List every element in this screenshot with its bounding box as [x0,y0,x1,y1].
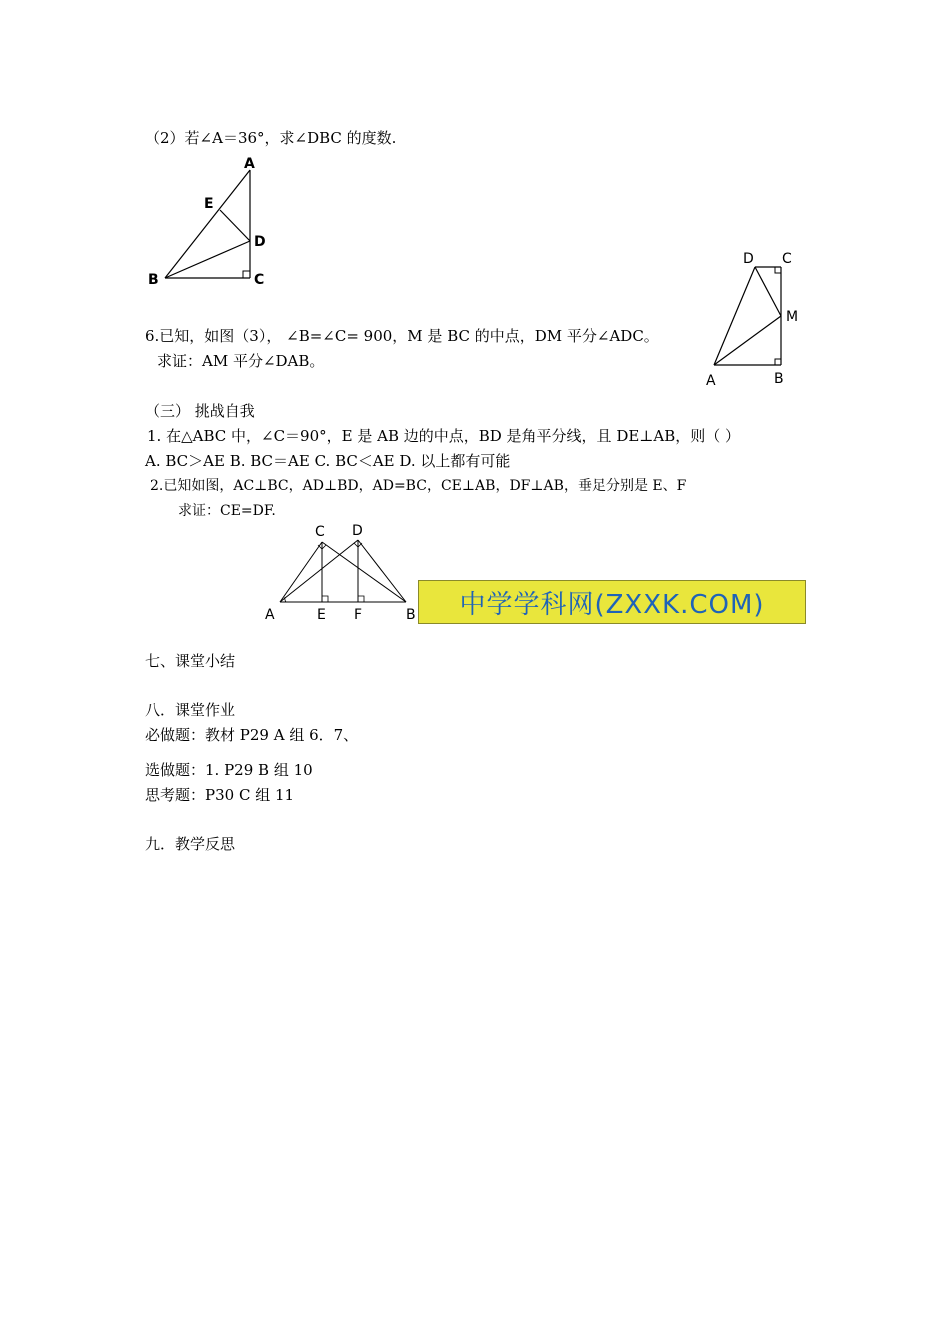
label-B: B [774,371,784,387]
question-2-text: （2）若∠A＝36°，求∠DBC 的度数. [145,129,397,147]
homework-required: 必做题：教材 P29 A 组 6．7、 [145,726,359,744]
label-D: D [743,251,754,267]
figure-two-triangles [258,520,428,625]
label-A: A [265,607,275,623]
label-B: B [406,607,416,623]
question-6-line1: 6.已知，如图（3）， ∠B=∠C= 900，M 是 BC 的中点，DM 平分∠ADC。 [145,327,659,345]
label-D: D [254,234,266,250]
label-B: B [148,272,159,288]
label-C: C [315,524,325,540]
label-E: E [317,607,326,623]
challenge-q2-line2: 求证：CE=DF. [178,503,276,519]
label-C: C [254,272,265,288]
label-F: F [354,607,363,623]
challenge-q1-options: A. BC＞AE B. BC＝AE C. BC＜AE D. 以上都有可能 [145,452,511,470]
section7-heading: 七、课堂小结 [145,652,236,670]
homework-thinking: 思考题：P30 C 组 11 [145,786,295,804]
label-C: C [782,251,792,267]
label-A: A [706,373,716,389]
challenge-q1: 1. 在△ABC 中，∠C＝90°，E 是 AB 边的中点，BD 是角平分线，且 DE⊥AB，则（ ） [147,427,741,445]
label-A: A [244,156,255,172]
figure-triangle-abc [140,150,280,290]
homework-optional: 选做题：1. P29 B 组 10 [145,761,313,779]
figure-trapezoid-abcd [700,245,810,390]
label-D: D [352,523,363,539]
label-M: M [786,309,799,325]
challenge-heading: （三） 挑战自我 [145,402,255,420]
question-6-line2: 求证：AM 平分∠DAB。 [157,352,325,370]
challenge-q2-line1: 2.已知如图，AC⊥BC，AD⊥BD，AD=BC，CE⊥AB，DF⊥AB，垂足分别是 E、F [150,478,687,494]
section8-heading: 八．课堂作业 [145,701,236,719]
label-E: E [204,196,214,212]
section9-heading: 九．教学反思 [145,835,236,853]
zxxk-logo: 中学学科网(ZXXK.COM) [418,580,806,624]
